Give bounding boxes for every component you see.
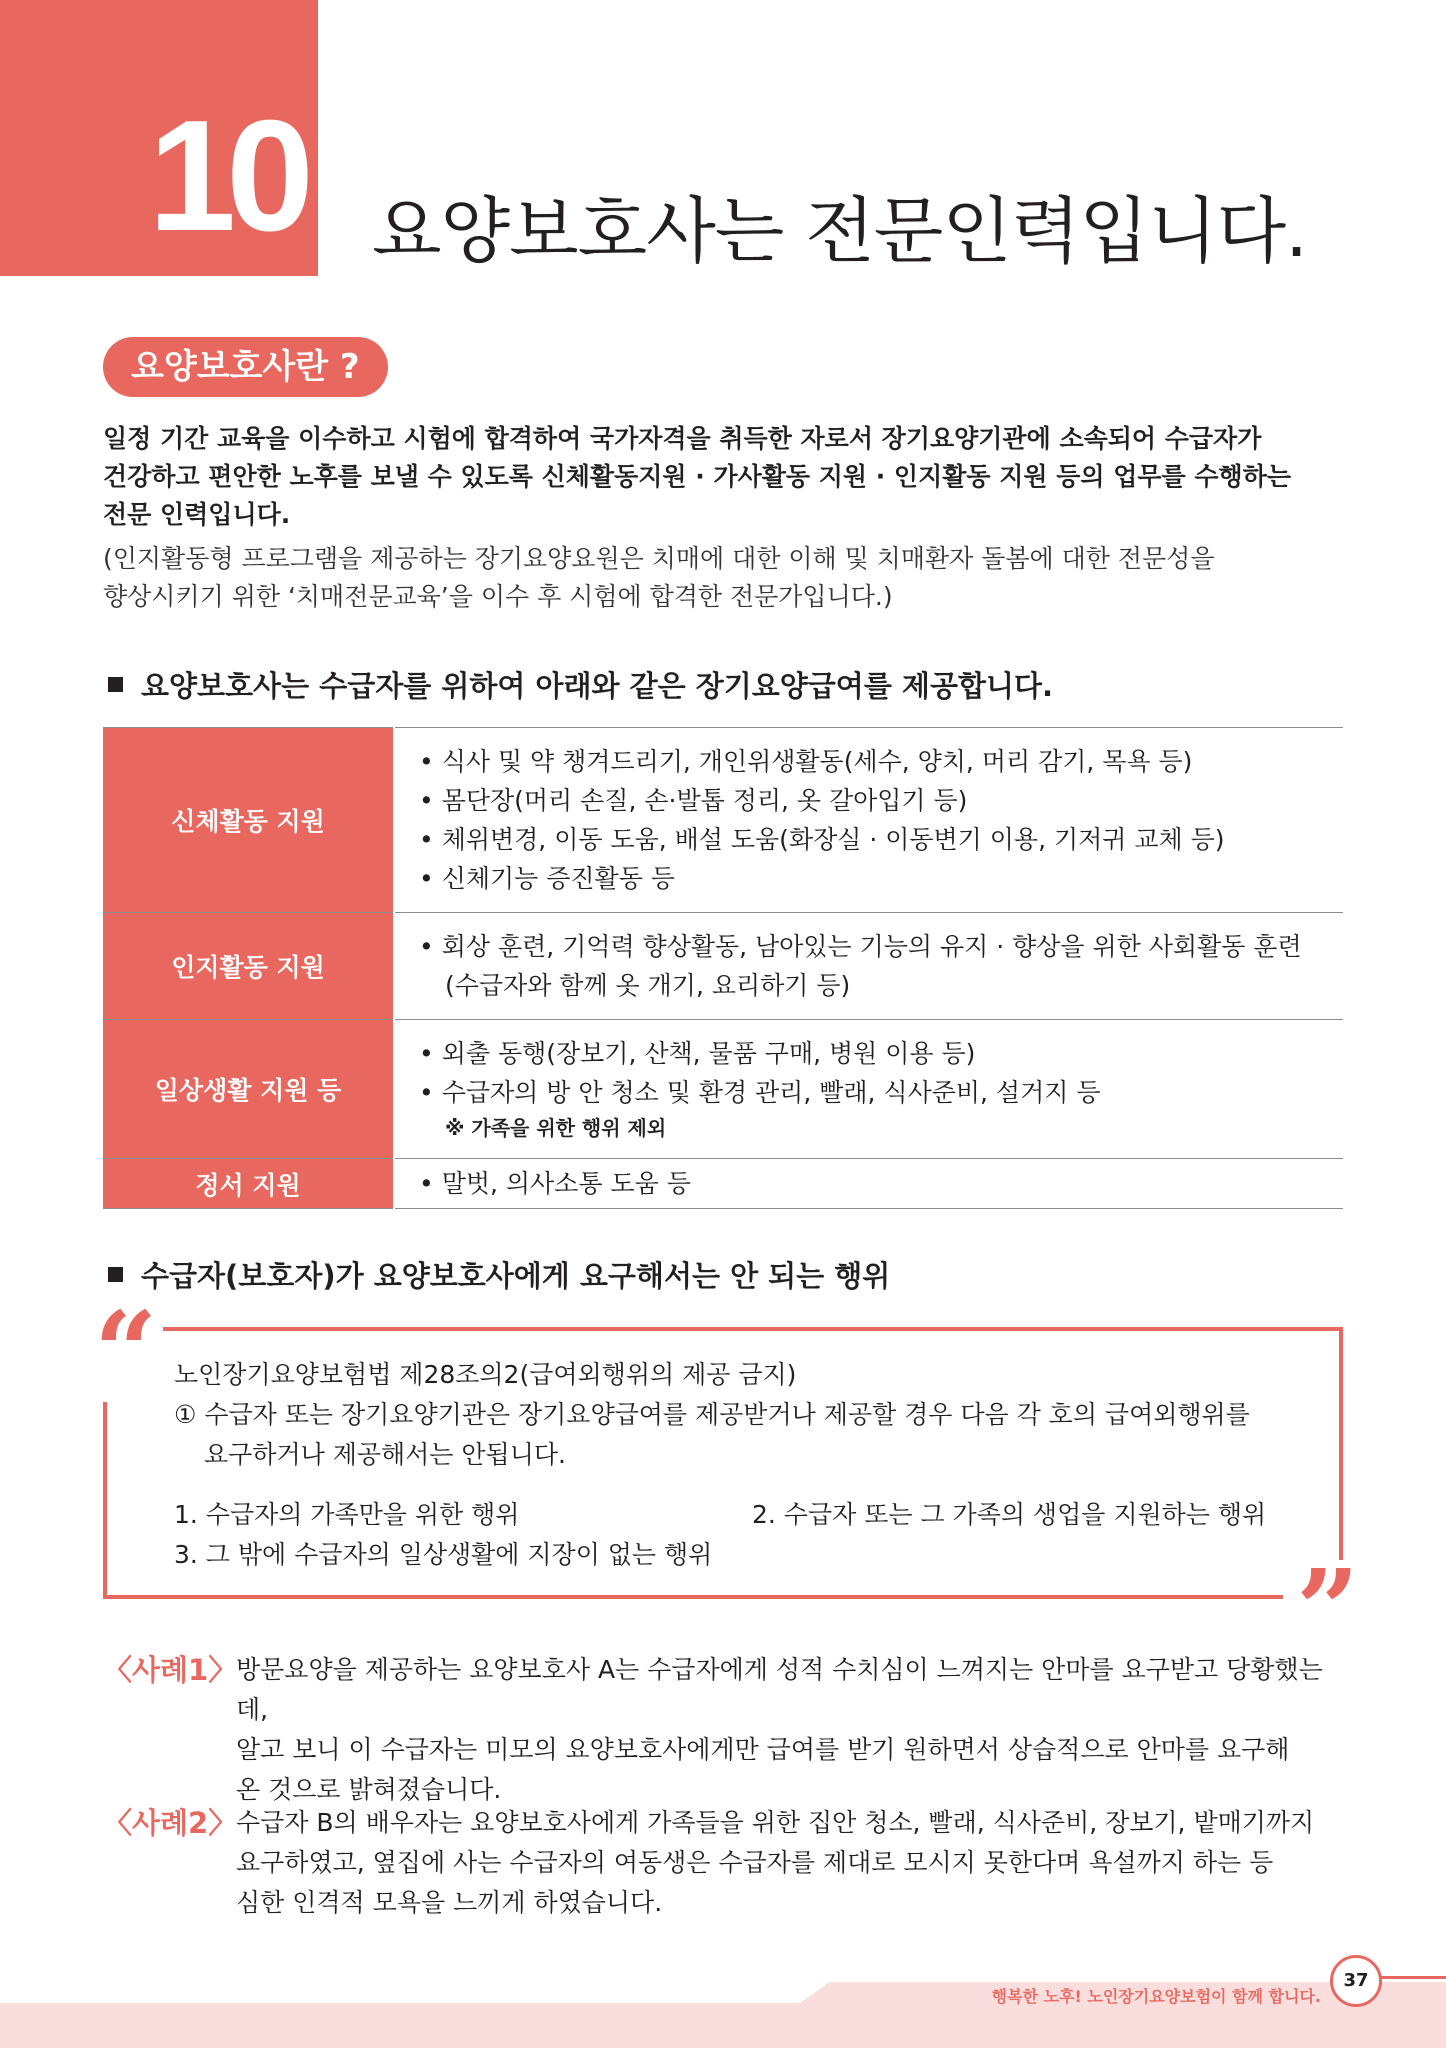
- square-bullet-icon: [108, 677, 123, 692]
- benefit-category: 인지활동 지원: [103, 913, 394, 1020]
- law-title: 노인장기요양보험법 제28조의2(급여외행위의 제공 금지): [174, 1360, 797, 1389]
- benefits-table: [103, 727, 1343, 1209]
- definition-line: 일정 기간 교육을 이수하고 시험에 합격하여 국가자격을 취득한 자로서 장기요양기관에 소속되어 수급자가: [103, 424, 1262, 453]
- square-bullet-icon: [108, 1267, 123, 1282]
- benefit-description: • 말벗, 의사소통 도움 등: [394, 1159, 1343, 1209]
- law-clause: 요구하거나 제공해서는 안됩니다.: [204, 1440, 566, 1469]
- definition-heading: 요양보호사란 ?: [103, 337, 388, 397]
- definition-note-text: [103, 540, 1343, 616]
- table-row: [103, 913, 1343, 1020]
- close-quote-icon: ”: [1292, 1560, 1363, 1660]
- table-row: [103, 728, 1343, 913]
- case-label: 〈사례1〉: [103, 1653, 238, 1687]
- table-row: [103, 1020, 1343, 1159]
- open-quote-icon: “: [88, 1302, 163, 1402]
- chapter-number: 10: [148, 88, 304, 264]
- benefits-heading: 요양보호사는 수급자를 위하여 아래와 같은 장기요양급여를 제공합니다.: [108, 666, 1053, 706]
- benefit-description: • 회상 훈련, 기억력 향상활동, 남아있는 기능의 유지 · 향상을 위한 사회활동 훈련 (수급자와 함께 옷 개기, 요리하기 등): [394, 913, 1343, 1020]
- benefit-description: • 외출 동행(장보기, 산책, 물품 구매, 병원 이용 등) • 수급자의 방 안 청소 및 환경 관리, 빨래, 식사준비, 설거지 등 ※ 가족을 위한 행위 제외: [394, 1020, 1343, 1159]
- law-item: 1. 수급자의 가족만을 위한 행위: [174, 1500, 520, 1529]
- page-number-line: [1378, 1976, 1446, 1979]
- definition-line: 전문 인력입니다.: [103, 500, 291, 529]
- page-title: 요양보호사는 전문인력입니다.: [372, 189, 1307, 273]
- benefit-description: • 식사 및 약 챙겨드리기, 개인위생활동(세수, 양치, 머리 감기, 목욕 등) • 몸단장(머리 손질, 손·발톱 정리, 옷 갈아입기 등) • 체위변경, 이동 도움, 배설 도움(화장실 · 이동변기 이용, 기저귀 교체 등) • 신체기능 증진활동 등: [394, 728, 1343, 913]
- page-number: 37: [1330, 1955, 1382, 2007]
- law-item: 2. 수급자 또는 그 가족의 생업을 지원하는 행위: [752, 1500, 1267, 1529]
- definition-note-line: (인지활동형 프로그램을 제공하는 장기요양요원은 치매에 대한 이해 및 치매환자 돌봄에 대한 전문성을: [103, 544, 1215, 573]
- case-text: 수급자 B의 배우자는 요양보호사에게 가족들을 위한 집안 청소, 빨래, 식사준비, 장보기, 밭매기까지 요구하였고, 옆집에 사는 수급자의 여동생은 수급자를 제대로 모시지 못한다며 욕설까지 하는 등 심한 인격적 모욕을 느끼게 하였습니다.: [236, 1808, 1315, 1917]
- quote-box-bottom-border: [103, 1595, 1283, 1599]
- law-clause: ① 수급자 또는 장기요양기관은 장기요양급여를 제공받거나 제공할 경우 다음 각 호의 급여외행위를: [174, 1400, 1250, 1429]
- case-text: 방문요양을 제공하는 요양보호사 A는 수급자에게 성적 수치심이 느껴지는 안마를 요구받고 당황했는데, 알고 보니 이 수급자는 미모의 요양보호사에게만 급여를 받기 원하면서 상습적으로 안마를 요구해 온 것으로 밝혀졌습니다.: [236, 1655, 1323, 1804]
- definition-bold-text: [103, 420, 1343, 534]
- benefit-note: ※ 가족을 위한 행위 제외: [445, 1116, 667, 1140]
- footer-slogan: 행복한 노후! 노인장기요양보험이 함께 합니다.: [991, 1987, 1321, 2006]
- law-item: 3. 그 밖에 수급자의 일상생활에 지장이 없는 행위: [174, 1540, 713, 1569]
- benefit-category: 정서 지원: [103, 1159, 394, 1209]
- case-label: 〈사례2〉: [103, 1806, 238, 1840]
- definition-note-line: 향상시키기 위한 ‘치매전문교육’을 이수 후 시험에 합격한 전문가입니다.): [103, 582, 893, 611]
- definition-line: 건강하고 편안한 노후를 보낼 수 있도록 신체활동지원 · 가사활동 지원 · 인지활동 지원 등의 업무를 수행하는: [103, 462, 1292, 491]
- benefit-category: 신체활동 지원: [103, 728, 394, 913]
- table-row: [103, 1159, 1343, 1209]
- prohibited-heading: 수급자(보호자)가 요양보호사에게 요구해서는 안 되는 행위: [108, 1256, 890, 1296]
- benefit-category: 일상생활 지원 등: [103, 1020, 394, 1159]
